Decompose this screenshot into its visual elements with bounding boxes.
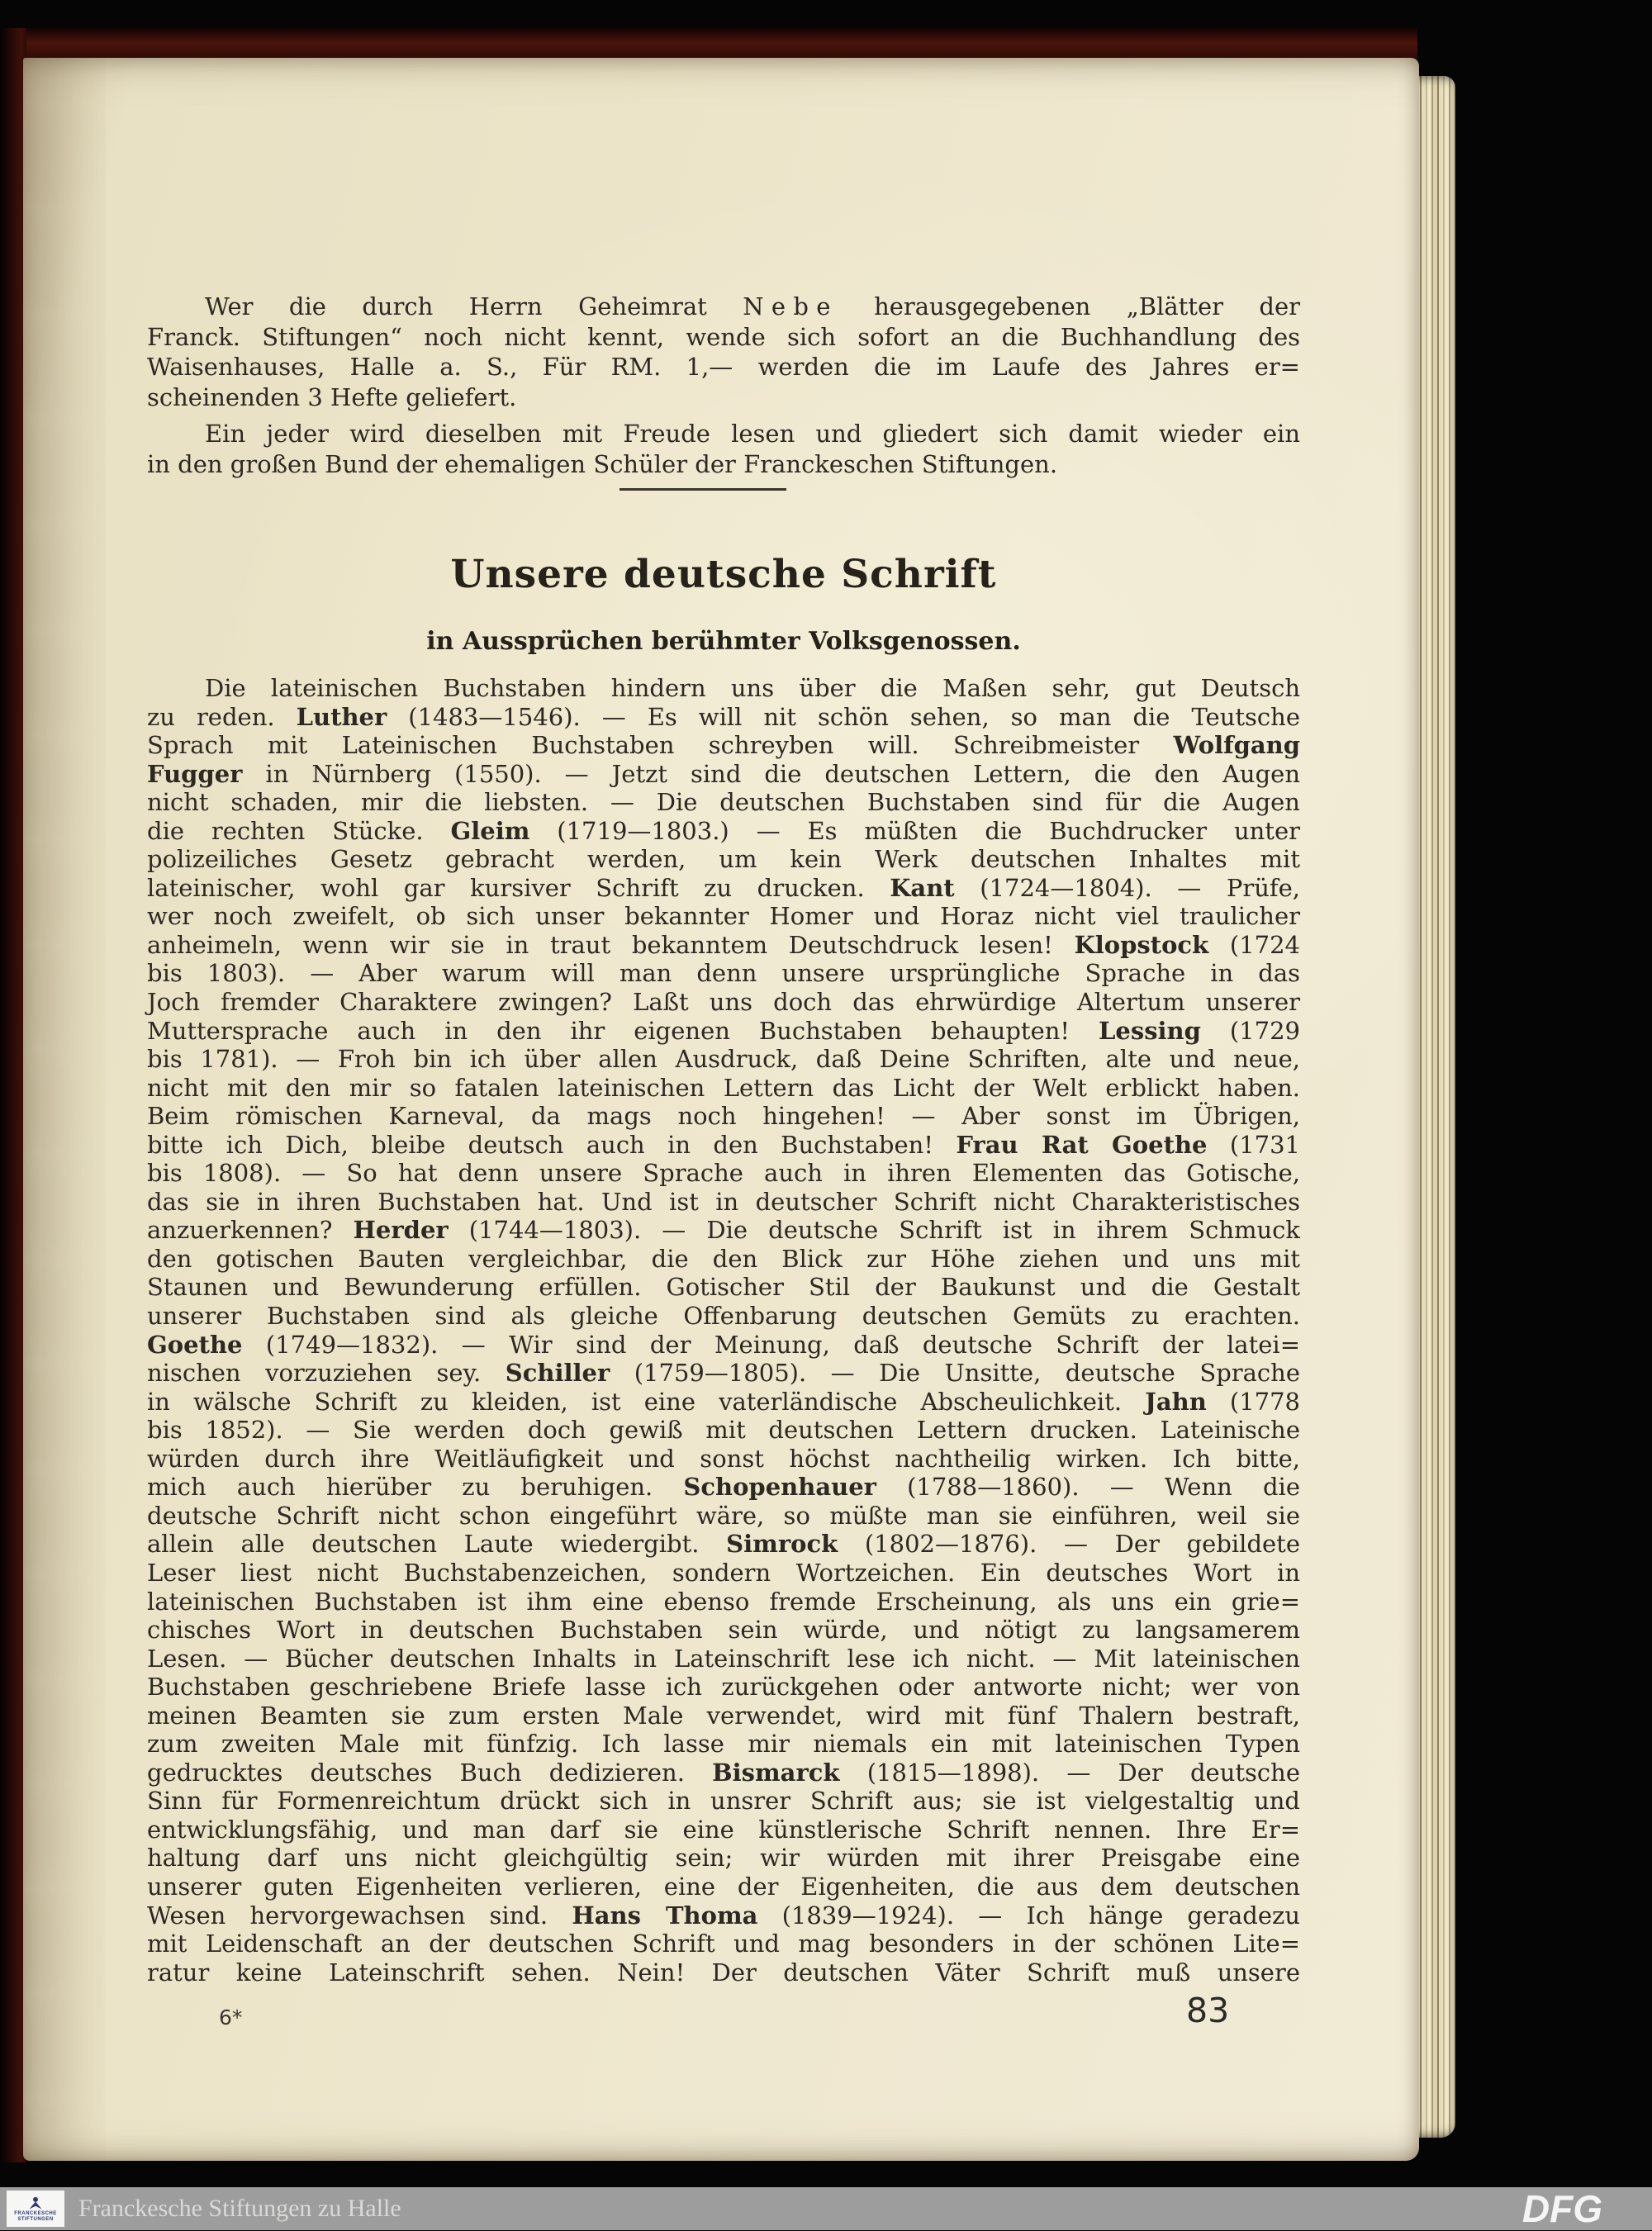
text-line: Waisenhauses, Halle a. S., Für RM. 1,— werden die im Laufe des Jahres er=	[147, 353, 1300, 382]
text-line: Buchstaben geschriebene Briefe lasse ich zurückgehen oder antworte nicht; wer von	[147, 1673, 1300, 1702]
logo-text-line-2: STIFTUNGEN	[17, 2217, 54, 2222]
logo-text-line-1: FRANCKESCHE	[14, 2211, 57, 2216]
text-line: anheimeln, wenn wir sie in traut bekanntem Deutschdruck lesen! Klopstock (1724	[147, 930, 1300, 959]
text-line: Sinn für Formenreichtum drückt sich in unsrer Schrift aus; sie ist vielgestaltig und	[147, 1787, 1300, 1816]
text-line: Joch fremder Charaktere zwingen? Laßt uns doch das ehrwürdige Altertum unserer	[147, 988, 1300, 1017]
text-line: bis 1803). — Aber warum will man denn unsere ursprüngliche Sprache in das	[147, 959, 1300, 988]
text-line: polizeiliches Gesetz gebracht werden, um kein Werk deutschen Inhaltes mit	[147, 845, 1300, 874]
section-subtitle: in Aussprüchen berühmter Volksgenossen.	[426, 627, 1021, 656]
stiftungen-emblem-icon	[27, 2195, 44, 2211]
text-line: Muttersprache auch in den ihr eigenen Buchstaben behaupten! Lessing (1729	[147, 1016, 1300, 1045]
text-line: wer noch zweifelt, ob sich unser bekannter Homer und Horaz nicht viel traulicher	[147, 902, 1300, 931]
text-line: bis 1852). — Sie werden doch gewiß mit deutschen Lettern drucken. Lateinische	[147, 1416, 1300, 1445]
text-line: scheinenden 3 Hefte geliefert.	[147, 382, 517, 411]
section-title: Unsere deutsche Schrift	[450, 552, 997, 597]
text-line: gedrucktes deutsches Buch dedizieren. Bismarck (1815—1898). — Der deutsche	[147, 1758, 1301, 1787]
text-line: bis 1808). — So hat denn unsere Sprache auch in ihren Elementen das Gotische,	[147, 1159, 1300, 1188]
dfg-logo[interactable]: DFG	[1521, 2187, 1602, 2230]
text-line: chisches Wort in deutschen Buchstaben sein würde, und nötigt zu langsamerem	[147, 1616, 1300, 1645]
text-line: Die lateinischen Buchstaben hindern uns über die Maßen sehr, gut Deutsch	[205, 674, 1300, 702]
text-line: das sie in ihren Buchstaben hat. Und ist in deutscher Schrift nicht Charakteristisches	[147, 1187, 1300, 1216]
signature-mark: 6*	[219, 2006, 243, 2029]
text-line: in den großen Bund der ehemaligen Schüler der Franckeschen Stiftungen.	[147, 449, 1058, 478]
text-line: allein alle deutschen Laute wiedergibt. Simrock (1802—1876). — Der gebildete	[147, 1530, 1300, 1559]
section-divider	[620, 488, 786, 491]
text-line: meinen Beamten sie zum ersten Male verwendet, wird mit fünf Thalern bestraft,	[147, 1701, 1300, 1730]
book-cover-top-edge	[0, 28, 1417, 61]
text-line: lateinischen Buchstaben ist ihm eine ebenso fremde Erscheinung, als uns ein grie=	[147, 1587, 1300, 1616]
viewer-footer	[0, 2187, 1652, 2230]
text-line: unserer guten Eigenheiten verlieren, eine der Eigenheiten, die aus dem deutschen	[147, 1872, 1300, 1901]
text-line: ratur keine Lateinschrift sehen. Nein! Der deutschen Väter Schrift muß unsere	[147, 1958, 1300, 1987]
text-line: zu reden. Luther (1483—1546). — Es will nit schön sehen, so man die Teutsche	[147, 702, 1301, 731]
page-number: 83	[1186, 1991, 1230, 2030]
text-line: lateinischer, wohl gar kursiver Schrift zu drucken. Kant (1724—1804). — Prüfe,	[147, 873, 1300, 902]
text-line: Sprach mit Lateinischen Buchstaben schreyben will. Schreibmeister Wolfgang	[147, 731, 1300, 760]
text-line: Goethe (1749—1832). — Wir sind der Meinung, daß deutsche Schrift der latei=	[147, 1330, 1300, 1359]
text-line: nischen vorzuziehen sey. Schiller (1759—1805). — Die Unsitte, deutsche Sprache	[147, 1359, 1300, 1388]
text-line: zum zweiten Male mit fünfzig. Ich lasse mir niemals ein mit lateinischen Typen	[147, 1730, 1300, 1759]
intro-paragraph-1	[147, 292, 1300, 412]
text-line: mit Leidenschaft an der deutschen Schrift und mag besonders in der schönen Lite=	[147, 1930, 1300, 1958]
text-line: Fugger in Nürnberg (1550). — Jetzt sind die deutschen Lettern, die den Augen	[147, 759, 1300, 788]
text-line: Ein jeder wird dieselben mit Freude lesen und gliedert sich damit wieder ein	[205, 420, 1300, 448]
text-line: den gotischen Bauten vergleichbar, die den Blick zur Höhe ziehen und uns mit	[147, 1244, 1300, 1273]
text-line: nicht schaden, mir die liebsten. — Die deutschen Buchstaben sind für die Augen	[147, 788, 1300, 817]
text-line: deutsche Schrift nicht schon eingeführt wäre, so müßte man sie einführen, weil sie	[147, 1501, 1300, 1530]
intro-paragraph-2	[147, 419, 1300, 479]
institution-name: Franckesche Stiftungen zu Halle	[78, 2195, 401, 2222]
text-line: Leser liest nicht Buchstabenzeichen, sondern Wortzeichen. Ein deutsches Wort in	[147, 1558, 1300, 1587]
text-line: nicht mit den mir so fatalen lateinischen Lettern das Licht der Welt erblickt haben.	[147, 1073, 1300, 1102]
text-line: Staunen und Bewunderung erfüllen. Gotischer Stil der Baukunst und die Gestalt	[147, 1273, 1300, 1302]
text-line: Lesen. — Bücher deutschen Inhalts in Lateinschrift lese ich nicht. — Mit lateinischen	[147, 1644, 1300, 1673]
text-line: die rechten Stücke. Gleim (1719—1803.) — Es müßten die Buchdrucker unter	[147, 816, 1300, 845]
text-line: haltung darf uns nicht gleichgültig sein; wir würden mit ihrer Preisgabe eine	[147, 1844, 1300, 1873]
text-line: bis 1781). — Froh bin ich über allen Ausdruck, daß Deine Schriften, alte und neue,	[147, 1045, 1300, 1074]
text-line: Wer die durch Herrn Geheimrat Nebe herausgegebenen „Blätter der	[205, 292, 1300, 320]
quotes-body	[147, 674, 1300, 1987]
text-line: in wälsche Schrift zu kleiden, ist eine vaterländische Abscheulichkeit. Jahn (1778	[147, 1387, 1301, 1416]
text-line: mich auch hierüber zu beruhigen. Schopenhauer (1788—1860). — Wenn die	[147, 1473, 1300, 1502]
franckesche-stiftungen-logo[interactable]	[7, 2191, 64, 2227]
text-line: bitte ich Dich, bleibe deutsch auch in den Buchstaben! Frau Rat Goethe (1731	[147, 1130, 1300, 1159]
text-line: würden durch ihre Weitläufigkeit und sonst höchst nachtheilig wirken. Ich bitte,	[147, 1444, 1300, 1473]
text-line: unserer Buchstaben sind als gleiche Offenbarung deutschen Gemüts zu erachten.	[147, 1302, 1300, 1331]
text-line: entwicklungsfähig, und man darf sie eine künstlerische Schrift nennen. Ihre Er=	[147, 1815, 1300, 1844]
text-line: Wesen hervorgewachsen sind. Hans Thoma (1839—1924). — Ich hänge geradezu	[147, 1901, 1300, 1930]
book-page	[23, 58, 1419, 2161]
text-line: Beim römischen Karneval, da mags noch hingehen! — Aber sonst im Übrigen,	[147, 1102, 1300, 1131]
text-line: anzuerkennen? Herder (1744—1803). — Die deutsche Schrift ist in ihrem Schmuck	[147, 1216, 1300, 1245]
text-line: Franck. Stiftungen“ noch nicht kennt, wende sich sofort an die Buchhandlung des	[147, 322, 1300, 351]
